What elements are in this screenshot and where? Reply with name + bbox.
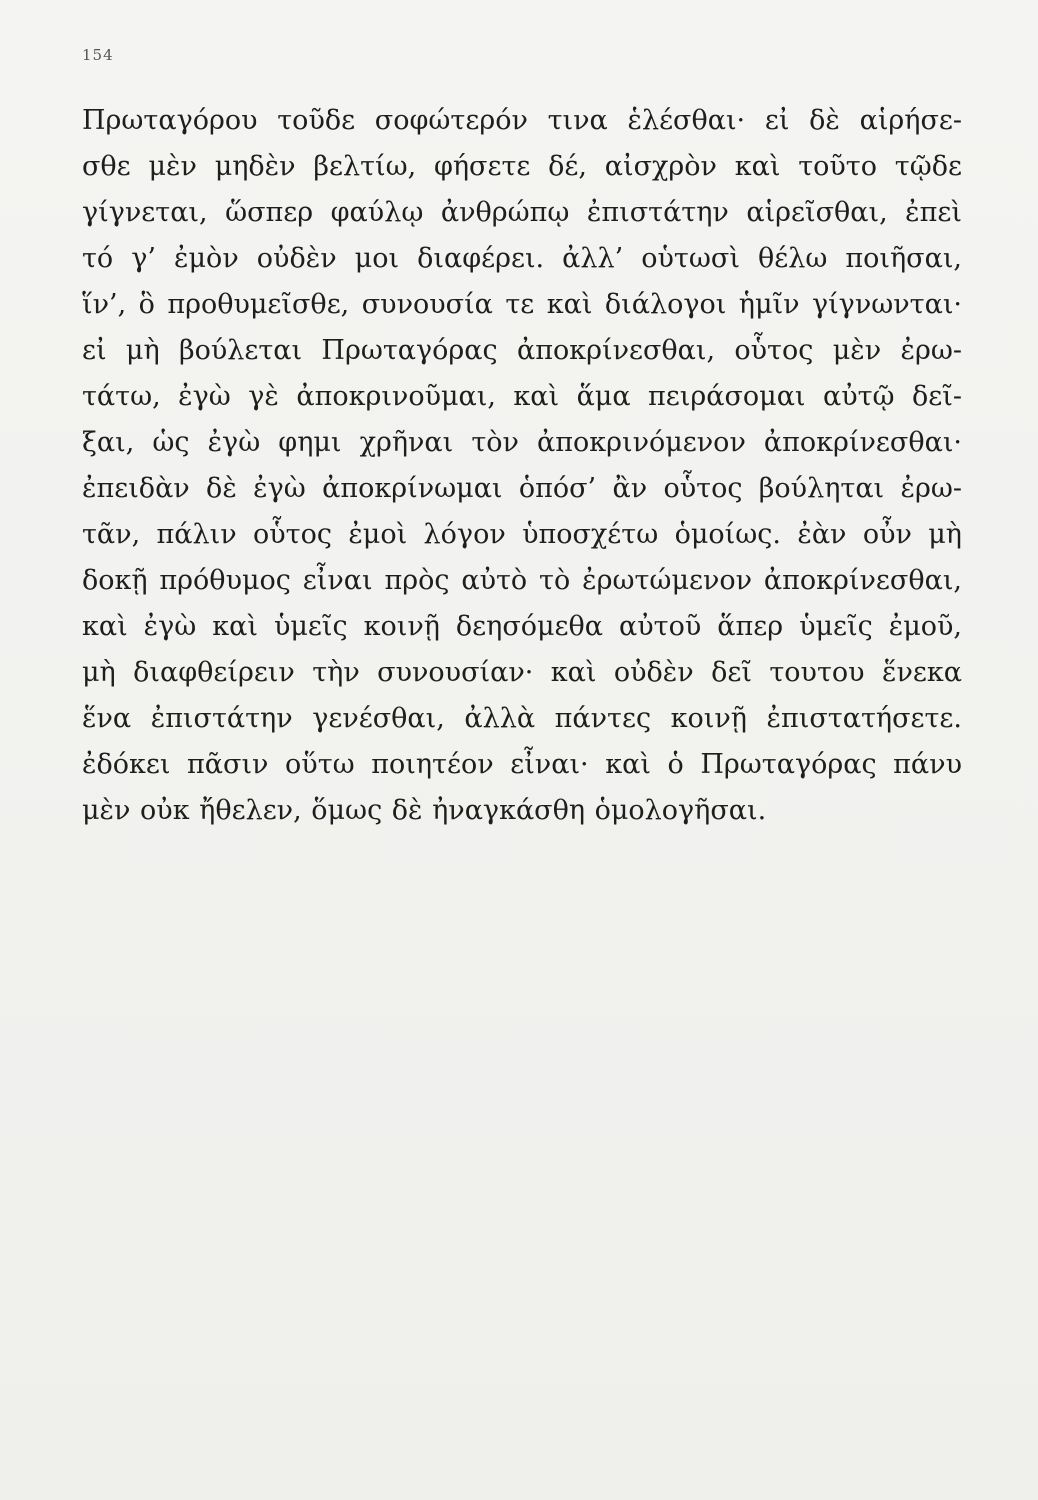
text-line: δοκῇ πρόθυμος εἶναι πρὸς αὐτὸ τὸ ἐρωτώμενον ἀποκρίνεσθαι, <box>82 565 962 596</box>
text-line: γίγνεται, ὥσπερ φαύλῳ ἀνθρώπῳ ἐπιστάτην αἱρεῖσθαι, ἐπεὶ <box>82 197 962 228</box>
text-line: καὶ ἐγὼ καὶ ὑμεῖς κοινῇ δεησόμεθα αὐτοῦ ἅπερ ὑμεῖς ἐμοῦ, <box>82 611 962 642</box>
text-line: εἰ μὴ βούλεται Πρωταγόρας ἀποκρίνεσθαι, οὗτος μὲν ἐρω- <box>82 335 962 366</box>
text-line: τό γ’ ἐμὸν οὐδὲν μοι διαφέρει. ἀλλ’ οὑτωσὶ θέλω ποιῆσαι, <box>82 243 962 274</box>
text-line: σθε μὲν μηδὲν βελτίω, φήσετε δέ, αἰσχρὸν καὶ τοῦτο τῷδε <box>82 151 962 182</box>
page-number: 154 <box>82 46 114 64</box>
text-line: μὲν οὐκ ἤθελεν, ὅμως δὲ ἠναγκάσθη ὁμολογῆσαι. <box>82 795 767 826</box>
text-line: ἵν’, ὃ προθυμεῖσθε, συνουσία τε καὶ διάλογοι ἡμῖν γίγνωνται· <box>82 289 962 320</box>
greek-text-block <box>82 98 962 834</box>
text-line: τάτω, ἐγὼ γὲ ἀποκρινοῦμαι, καὶ ἅμα πειράσομαι αὐτῷ δεῖ- <box>82 381 962 412</box>
text-line: ἕνα ἐπιστάτην γενέσθαι, ἀλλὰ πάντες κοινῇ ἐπιστατήσετε. <box>82 703 962 734</box>
text-line: Πρωταγόρου τοῦδε σοφώτερόν τινα ἑλέσθαι· εἰ δὲ αἱρήσε- <box>82 105 962 136</box>
text-line: ξαι, ὡς ἐγὼ φημι χρῆναι τὸν ἀποκρινόμενον ἀποκρίνεσθαι· <box>82 427 962 458</box>
text-line: ἐπειδὰν δὲ ἐγὼ ἀποκρίνωμαι ὁπόσ’ ἂν οὗτος βούληται ἐρω- <box>82 473 962 504</box>
text-line: τᾶν, πάλιν οὗτος ἐμοὶ λόγον ὑποσχέτω ὁμοίως. ἐὰν οὖν μὴ <box>82 519 962 550</box>
text-line: μὴ διαφθείρειν τὴν συνουσίαν· καὶ οὐδὲν δεῖ τουτου ἕνεκα <box>82 657 962 688</box>
text-line: ἐδόκει πᾶσιν οὕτω ποιητέον εἶναι· καὶ ὁ Πρωταγόρας πάνυ <box>82 749 962 780</box>
